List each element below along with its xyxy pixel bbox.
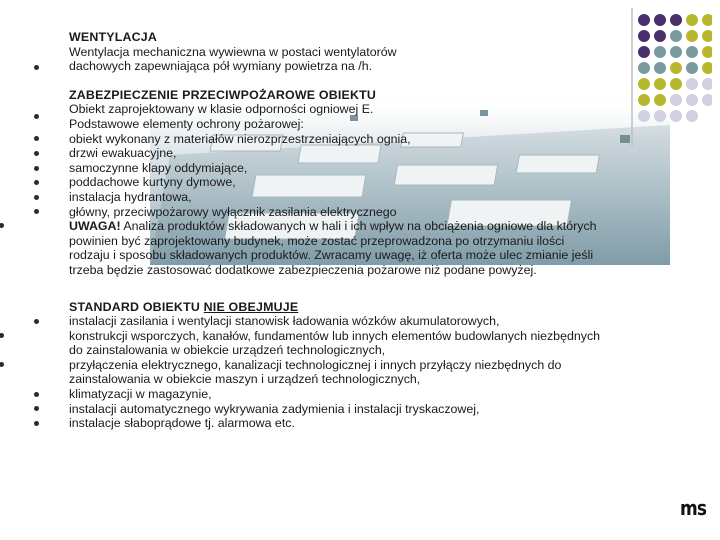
title-part: STANDARD OBIEKTU bbox=[69, 299, 204, 314]
warning-text: rodzaju i sposobu składowanych produktów. Zwracamy uwagę, iż oferta może ulec zmianie jeśli bbox=[69, 248, 594, 263]
bullet-item bbox=[34, 358, 674, 387]
section-standard bbox=[34, 300, 674, 431]
bullet-item bbox=[34, 102, 674, 131]
body-line: Wentylacja mechaniczna wywiewna w postaci wentylatorów bbox=[69, 44, 397, 59]
bullet-text: konstrukcji wsporczych, kanałów, fundamentów lub innych elementów budowlanych niezbędnych bbox=[69, 328, 601, 343]
section-wentylacja bbox=[34, 30, 674, 74]
section-title: ZABEZPIECZENIE PRZECIWPOŻAROWE OBIEKTU bbox=[69, 87, 377, 102]
bullet-text: klimatyzacji w magazynie, bbox=[69, 387, 212, 402]
bullet-text: Obiekt zaprojektowany w klasie odporności ogniowej E. bbox=[69, 102, 374, 117]
bullet-text: instalacji automatycznego wykrywania zadymienia i instalacji tryskaczowej, bbox=[69, 401, 480, 416]
warning-item bbox=[34, 219, 674, 277]
warning-text: powinien być zaprojektowany budynek, może zostać przeprowadzona po otrzymaniu ilości bbox=[69, 233, 565, 248]
bullet-text: instalacji zasilania i wentylacji stanowisk ładowania wózków akumulatorowych, bbox=[69, 314, 500, 329]
bullet-item bbox=[34, 314, 674, 329]
section-title: WENTYLACJA bbox=[69, 30, 158, 44]
bullet-text: Podstawowe elementy ochrony pożarowej: bbox=[69, 116, 304, 131]
warning-text: trzeba będzie zastosować dodatkowe zabezpieczenia pożarowe niż podane powyżej. bbox=[69, 262, 537, 277]
bullet-text: do zainstalowania w obiekcie urządzeń technologicznych, bbox=[69, 343, 386, 358]
bullet-item bbox=[34, 329, 674, 358]
bullet-text: instalacje słaboprądowe tj. alarmowa etc. bbox=[69, 416, 295, 431]
bullet-item bbox=[34, 387, 674, 402]
bullet-text: przyłączenia elektrycznego, kanalizacji technologicznej i innych przyłączy niezbędnych do bbox=[69, 357, 562, 372]
bullet-item: samoczynne klapy oddymiające, bbox=[34, 161, 674, 176]
title-emphasis: NIE OBEJMUJE bbox=[203, 299, 299, 314]
bullet-item: obiekt wykonany z materiałów nierozprzestrzeniających ognia, bbox=[34, 132, 674, 147]
bullet-item: poddachowe kurtyny dymowe, bbox=[34, 175, 674, 190]
bullet-item: główny, przeciwpożarowy wyłącznik zasilania elektrycznego bbox=[34, 205, 674, 220]
company-logo: ms bbox=[680, 496, 707, 520]
bullet-item bbox=[34, 402, 674, 417]
slide-content bbox=[34, 30, 674, 431]
bullet-item bbox=[34, 416, 674, 431]
bullet-item: instalacja hydrantowa, bbox=[34, 190, 674, 205]
warning-label: UWAGA! bbox=[69, 219, 121, 234]
section-title bbox=[34, 300, 674, 315]
dot-row-1 bbox=[638, 14, 712, 26]
bullet-item: drzwi ewakuacyjne, bbox=[34, 146, 674, 161]
bullet-item: dachowych zapewniająca pół wymiany powietrza na /h. bbox=[34, 59, 674, 74]
bullet-text: zainstalowania w obiekcie maszyn i urządzeń technologicznych, bbox=[69, 372, 421, 387]
section-ppoz bbox=[34, 88, 674, 278]
warning-text: Analiza produktów składowanych w hali i ich wpływ na obciążenia ogniowe dla których bbox=[120, 219, 597, 234]
